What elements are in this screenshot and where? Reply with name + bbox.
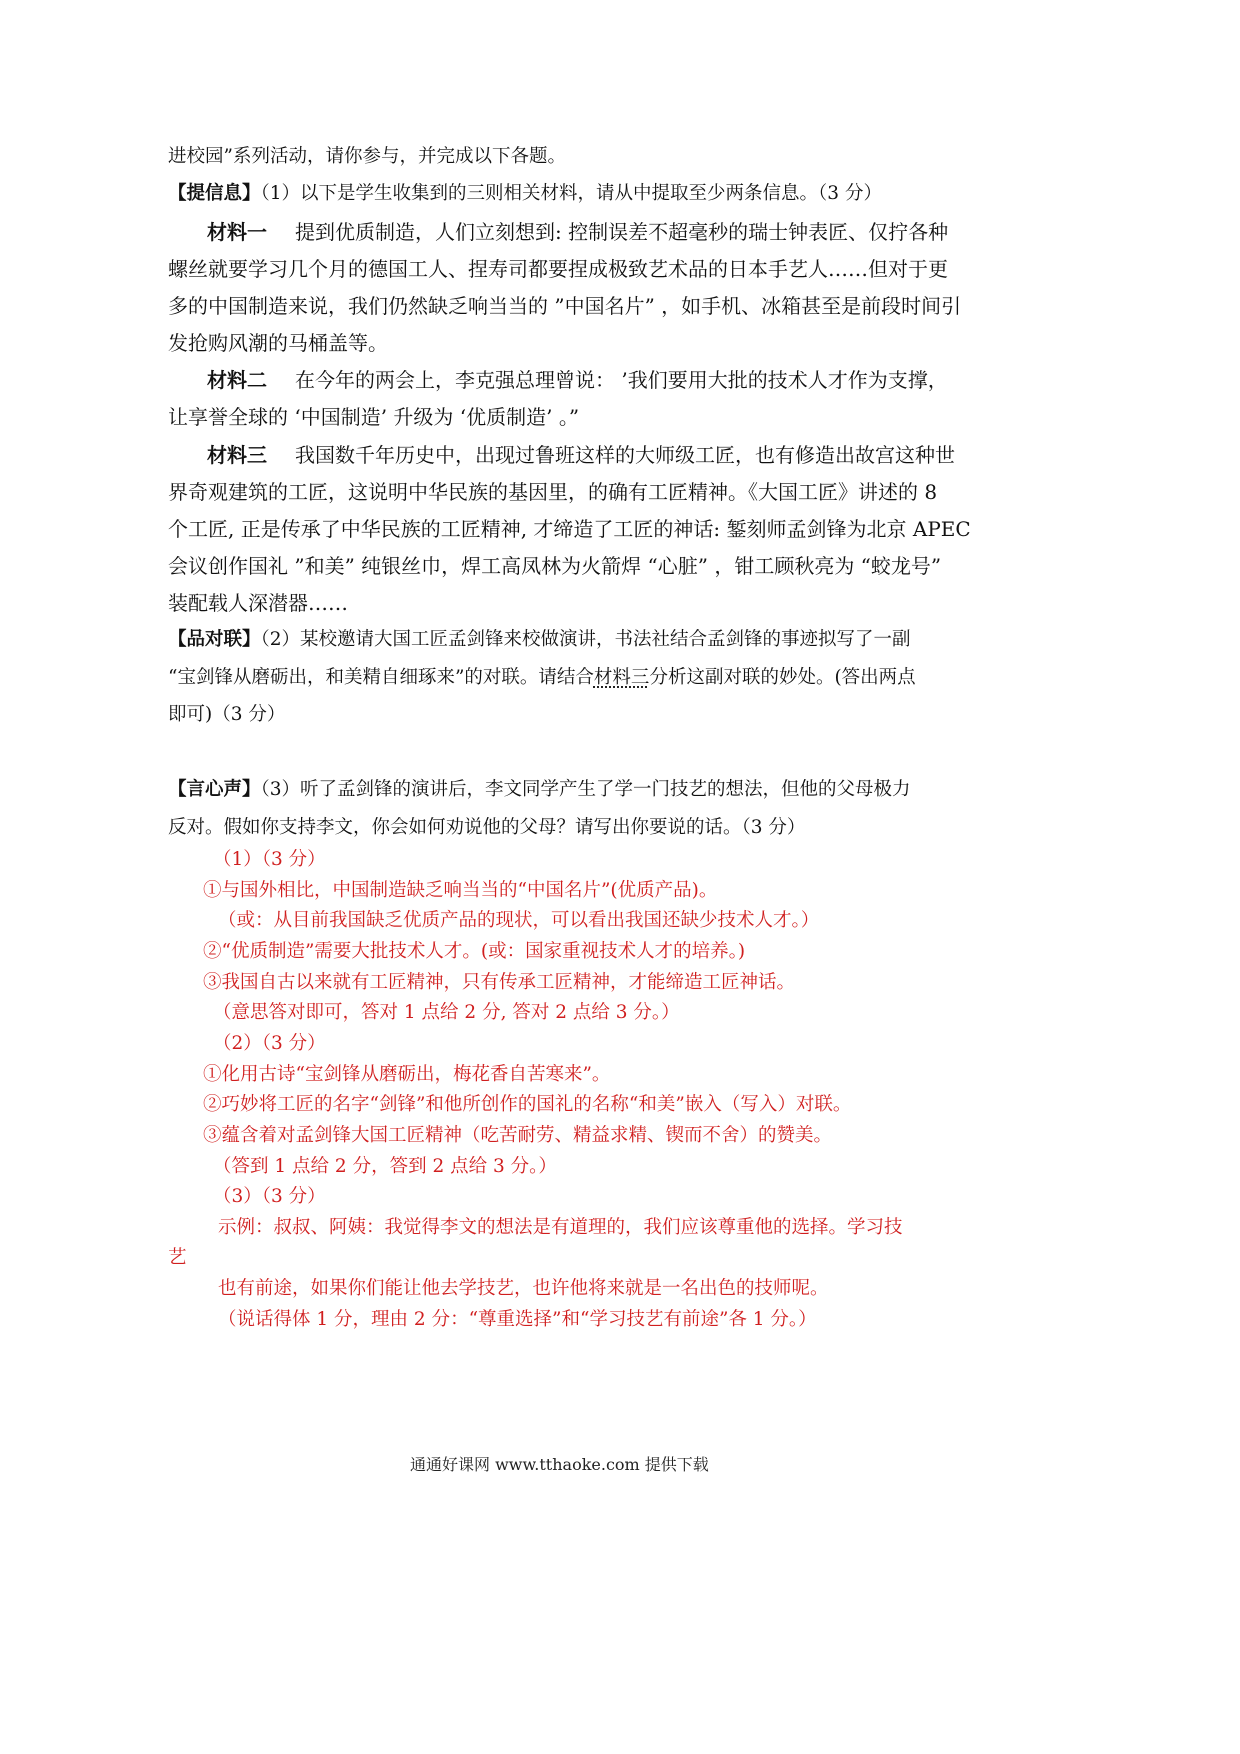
- answer-line: （或：从目前我国缺乏优质产品的现状，可以看出我国还缺少技术人才。）: [218, 910, 820, 931]
- answer-line: （2）（3 分）: [213, 1033, 326, 1054]
- material-1-line-3: 多的中国制造来说，我们仍然缺乏响当当的 ”中国名片” ，如手机、冰箱甚至是前段时间引: [168, 294, 962, 318]
- material-1-line-2: 螺丝就要学习几个月的德国工人、捏寿司都要捏成极致艺术品的日本手艺人……但对于更: [168, 257, 948, 281]
- material-2-label: 材料二: [207, 368, 267, 392]
- question-2-line-2: “宝剑锋从磨砺出，和美精自细琢来”的对联。请结合材料三分析这副对联的妙处。(答出两点: [168, 667, 916, 688]
- material-3-label: 材料三: [207, 443, 267, 467]
- material-2-line-2: 让享誉全球的 ‘中国制造’ 升级为 ‘优质制造’ 。”: [168, 405, 580, 429]
- material-3-line-2: 界奇观建筑的工匠，这说明中华民族的基因里，的确有工匠精神。《大国工匠》讲述的 8: [168, 480, 938, 504]
- answer-line: ①化用古诗“宝剑锋从磨砺出，梅花香自苦寒来”。: [203, 1064, 611, 1085]
- answer-line: （意思答对即可，答对 1 点给 2 分, 答对 2 点给 3 分。）: [213, 1002, 680, 1023]
- question-2-heading: 【品对联】: [168, 629, 261, 650]
- answer-line: ②巧妙将工匠的名字“剑锋”和他所创作的国礼的名称“和美”嵌入（写入）对联。: [203, 1094, 852, 1115]
- question-1-heading: 【提信息】: [168, 183, 261, 204]
- emphasized-material-3: 材料三: [593, 667, 650, 688]
- answer-line: ②“优质制造”需要大批技术人才。(或：国家重视技术人才的培养。): [203, 941, 746, 962]
- answer-line: 示例：叔叔、阿姨：我觉得李文的想法是有道理的，我们应该尊重他的选择。学习技: [218, 1217, 903, 1238]
- footer-text: 通通好课网 www.tthaoke.com 提供下载: [410, 1455, 709, 1474]
- material-1-line-1: 材料一 提到优质制造，人们立刻想到: 控制误差不超毫秒的瑞士钟表匠、仅拧各种: [207, 220, 949, 244]
- material-1-label: 材料一: [207, 220, 267, 244]
- material-2-line-1: 材料二 在今年的两会上，李克强总理曾说： ’我们要用大批的技术人才作为支撑，: [207, 368, 948, 392]
- question-2-line-1: 【品对联】（2）某校邀请大国工匠孟剑锋来校做演讲，书法社结合孟剑锋的事迹拟写了一副: [168, 629, 911, 650]
- material-3-line-4: 会议创作国礼 ”和美” 纯银丝巾，焊工高凤林为火箭焊 “心脏” ，钳工顾秋亮为 “蛟龙号”: [168, 554, 942, 578]
- question-3-line-1: 【言心声】（3）听了孟剑锋的演讲后，李文同学产生了学一门技艺的想法，但他的父母极力: [168, 779, 911, 800]
- answer-line: （3）（3 分）: [213, 1186, 326, 1207]
- question-2-line-3: 即可)（3 分）: [168, 704, 286, 725]
- material-3-line-5: 装配载人深潜器……: [168, 591, 348, 615]
- material-1-line-4: 发抢购风潮的马桶盖等。: [168, 331, 388, 355]
- question-3-heading: 【言心声】: [168, 779, 261, 800]
- answer-line: 也有前途，如果你们能让他去学技艺，也许他将来就是一名出色的技师呢。: [218, 1278, 829, 1299]
- question-1: [168, 185, 882, 204]
- material-3-line-3: 个工匠, 正是传承了中华民族的工匠精神, 才缔造了工匠的神话: 錾刻师孟剑锋为北京 APEC: [168, 517, 971, 541]
- answer-line: ③我国自古以来就有工匠精神，只有传承工匠精神，才能缔造工匠神话。: [203, 972, 796, 993]
- intro-line: 进校园”系列活动，请你参与，并完成以下各题。: [168, 146, 566, 167]
- answer-line: ③蕴含着对孟剑锋大国工匠精神（吃苦耐劳、精益求精、锲而不舍）的赞美。: [203, 1125, 833, 1146]
- answer-line: （1）（3 分）: [213, 849, 326, 870]
- answer-line: （说话得体 1 分，理由 2 分：“尊重选择”和“学习技艺有前途”各 1 分。）: [218, 1309, 817, 1330]
- answer-line: （答到 1 点给 2 分，答到 2 点给 3 分。）: [213, 1156, 557, 1177]
- answer-line: ①与国外相比，中国制造缺乏响当当的“中国名片”(优质产品)。: [203, 880, 718, 901]
- material-3-line-1: 材料三 我国数千年历史中，出现过鲁班这样的大师级工匠，也有修造出故宫这种世: [207, 443, 955, 467]
- question-3-line-2: 反对。假如你支持李文，你会如何劝说他的父母？请写出你要说的话。（3 分）: [168, 817, 806, 838]
- question-1-text: （1）以下是学生收集到的三则相关材料，请从中提取至少两条信息。（3 分）: [260, 183, 882, 204]
- answer-line: 艺: [168, 1247, 187, 1268]
